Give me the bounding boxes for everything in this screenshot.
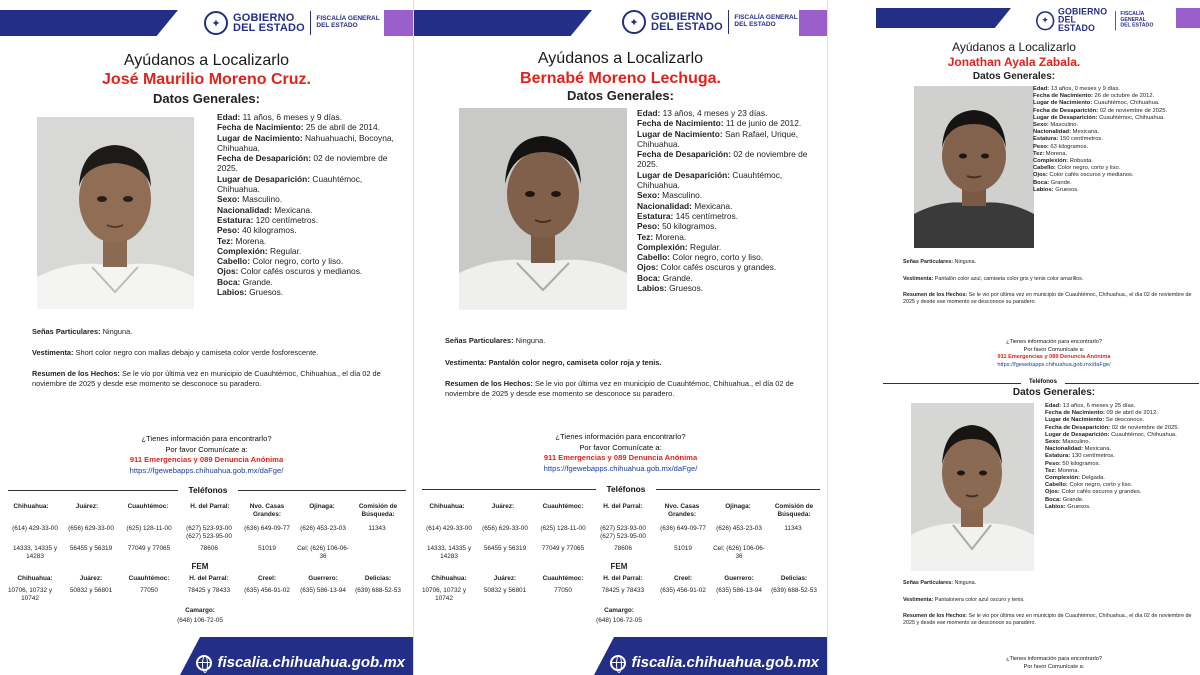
footer-bar bbox=[0, 637, 413, 675]
state-seal-icon: ✦ bbox=[1036, 11, 1054, 30]
contact-block: ¿Tienes información para encontrarlo? Por favor Comunícate a: 911 Emergencias y 089 Denuncia Anónima https://fgewebapps.chihuahua.gob.mx/daFge/ bbox=[414, 432, 827, 474]
telefonos-heading: Teléfonos bbox=[606, 484, 646, 494]
vestimenta: Vestimenta: Pantalón color azul, camiseta color gris y tenis color amarillos. bbox=[903, 276, 1084, 282]
person-photo bbox=[914, 86, 1034, 248]
resumen-hechos-2: Resumen de los Hechos: Se le vio por última vez en municipio de Cuauhtémoc, Chihuahua., el día 02 de noviembre de 2025 y desde ese momento se desconoce su paradero. bbox=[903, 613, 1192, 627]
datos-generales-heading: Datos Generales: bbox=[972, 71, 1056, 82]
emergency-numbers: 911 Emergencias y 089 Denuncia Anónima bbox=[543, 453, 698, 462]
senas-particulares: Señas Particulares: Ninguna. bbox=[903, 259, 977, 265]
contact-block-2: ¿Tienes información para encontrarlo? Por favor Comunícate a: bbox=[1006, 656, 1102, 670]
footer-bar bbox=[414, 637, 827, 675]
contact-block: ¿Tienes información para encontrarlo? Por favor Comunícate a: 911 Emergencias y 089 Denuncia Anónima https://fgewebapps.chihuahua.gob.mx/daFge/ bbox=[868, 339, 1200, 369]
gobierno-logo: ✦ GOBIERNO DEL ESTADO FISCALÍA GENERAL DEL ESTADO bbox=[1036, 8, 1167, 33]
datos-generales-heading: Datos Generales: bbox=[567, 88, 674, 103]
flyer-jose bbox=[0, 0, 413, 675]
phone-directory: Chihuahua: Juárez: Cuauhtémoc: H. del Parral: Nvo. Casas Grandes: Ojinaga: Comisión de Búsqueda: (614) 429-33-00 (656) 629-33-00 (625) 128-11-00 (627) 523-93-00 (627) 523-95-00 (636) 649-09-77 (626) 453-23-03 11343 14333, 14335 y 14283 56455 y 56319 77049 y 77065 78606 51019 Cel: (626) 106-06-36 FEM Chihuahua: Juárez: Cuauhtémoc: H. del Parral: Creel: Guerrero: Delicias: 10706, 10732 y 10742 50832 y 56801 77050 78425 y 78433 (635) 456-91-02 (635) 586-13-94 (639) 688-52-53 Camargo: (648) 106-72-05 bbox=[421, 503, 817, 624]
person-photo bbox=[459, 108, 627, 310]
person-photo-2 bbox=[911, 403, 1034, 571]
footer-url[interactable]: fiscalia.chihuahua.gob.mx bbox=[631, 654, 819, 671]
datos-list: Edad: 13 años, 0 meses y 9 días. Fecha de Nacimiento: 26 de octubre de 2012. Lugar de Nacimiento: Cuauhtémoc, Chihuahua. Fecha de Desaparición: 02 de noviembre de 2025. Lugar de Desaparición: Cuauhtémoc, Chihuahua. Sexo: Masculino. Nacionalidad: Mexicana. Estatura: 150 centímetros. Peso: 63 kilogramos. Tez: Morena. Complexión: Robusta. Cabello: Color negro, corto y liso. Ojos: Color cafés oscuros y medianos. Boca: Grande. Labios: Gruesos. bbox=[1033, 86, 1168, 193]
header-stripe-purple bbox=[384, 10, 413, 36]
header-stripe-purple bbox=[799, 10, 827, 36]
header-stripe-navy bbox=[876, 8, 1011, 28]
resumen-hechos: Resumen de los Hechos: Se le vio por última vez en municipio de Cuauhtémoc, Chihuahua., el día 02 de noviembre de 2025 y desde ese momento se desconoce su paradero. bbox=[32, 369, 381, 388]
resumen-hechos: Resumen de los Hechos: Se le vio por última vez en municipio de Cuauhtémoc, Chihuahua., el día 02 de noviembre de 2025 y desde ese momento se desconoce su paradero. bbox=[903, 292, 1192, 306]
header-stripe-navy bbox=[414, 10, 592, 36]
footer-url[interactable]: fiscalia.chihuahua.gob.mx bbox=[217, 654, 405, 671]
datos-generales-heading: Datos Generales: bbox=[153, 91, 260, 106]
flyer-title: Ayúdanos a Localizarlo bbox=[952, 40, 1076, 54]
telefonos-heading: Teléfonos bbox=[1029, 379, 1057, 385]
globe-icon bbox=[196, 655, 212, 671]
globe-icon bbox=[610, 655, 626, 671]
person-name: José Maurilio Moreno Cruz. bbox=[102, 71, 311, 88]
senas-particulares-2: Señas Particulares: Ninguna. bbox=[903, 580, 977, 586]
gobierno-logo: ✦ GOBIERNO DEL ESTADO FISCALÍA GENERAL DEL ESTADO bbox=[622, 10, 798, 34]
senas-particulares: Señas Particulares: Ninguna. bbox=[32, 327, 133, 336]
state-seal-icon: ✦ bbox=[204, 11, 228, 35]
flyer-title: Ayúdanos a Localizarlo bbox=[537, 50, 704, 67]
vestimenta: Vestimenta: Pantalón color negro, camiseta color roja y tenis. bbox=[445, 358, 662, 367]
person-name: Jonathan Ayala Zabala. bbox=[947, 55, 1081, 69]
person-photo bbox=[37, 117, 194, 309]
senas-particulares: Señas Particulares: Ninguna. bbox=[445, 336, 546, 345]
datos-list-2: Edad: 13 años, 6 meses y 25 días. Fecha de Nacimiento: 09 de abril de 2012. Lugar de Nacimiento: Se desconoce. Fecha de Desaparición: 02 de noviembre de 2025. Lugar de Desaparición: Cuauhtémoc, Chihuahua. Sexo: Masculino. Nacionalidad: Mexicana. Estatura: 130 centímetros. Peso: 50 kilogramos. Tez: Morena. Complexión: Delgada. Cabello: Color negro, corto y liso. Ojos: Color cafés oscuros y grandes. Boca: Grande. Labios: Gruesos. bbox=[1045, 403, 1180, 510]
flyer-title: Ayúdanos a Localizarlo bbox=[123, 52, 290, 69]
header-stripe-purple bbox=[1176, 8, 1200, 28]
report-url[interactable]: https://fgewebapps.chihuahua.gob.mx/daFge/ bbox=[997, 361, 1111, 368]
datos-list: Edad: 11 años, 6 meses y 9 días. Fecha de Nacimiento: 25 de abril de 2014. Lugar de Nacimiento: Nahuahuachi, Bocoyna, Chihuahua. Fecha de Desaparición: 02 de noviembre de 2025. Lugar de Desaparición: Cuauhtémoc, Chihuahua. Sexo: Masculino. Nacionalidad: Mexicana. Estatura: 120 centímetros. Peso: 40 kilogramos. Tez: Morena. Complexión: Regular. Cabello: Color negro, corto y liso. Ojos: Color cafés oscuros y medianos. Boca: Grande. Labios: Gruesos. bbox=[217, 112, 394, 298]
contact-block: ¿Tienes información para encontrarlo? Por favor Comunícate a: 911 Emergencias y 089 Denuncia Anónima https://fgewebapps.chihuahua.gob.mx/daFge/ bbox=[0, 434, 413, 476]
flyer-jonathan-composite bbox=[827, 0, 1200, 675]
telefonos-heading: Teléfonos bbox=[188, 485, 228, 495]
emergency-numbers: 911 Emergencias y 089 Denuncia Anónima bbox=[129, 455, 284, 464]
header-stripe-navy bbox=[0, 10, 178, 36]
emergency-numbers: 911 Emergencias y 089 Denuncia Anónima bbox=[997, 354, 1111, 361]
state-seal-icon: ✦ bbox=[622, 10, 646, 34]
vestimenta-2: Vestimenta: Pantalonera color azul oscuro y tenis. bbox=[903, 597, 1025, 603]
gobierno-logo: ✦ GOBIERNO DEL ESTADO FISCALÍA GENERAL DEL ESTADO bbox=[204, 11, 380, 35]
resumen-hechos: Resumen de los Hechos: Se le vio por última vez en municipio de Cuauhtémoc, Chihuahua., el día 02 de noviembre de 2025 y desde ese momento se desconoce su paradero. bbox=[445, 379, 794, 398]
vestimenta: Vestimenta: Short color negro con mallas debajo y camiseta color verde fosforescente. bbox=[32, 348, 319, 357]
flyer-bernabe bbox=[413, 0, 827, 675]
datos-list: Edad: 13 años, 4 meses y 23 días. Fecha de Nacimiento: 11 de junio de 2012. Lugar de Nacimiento: San Rafael, Urique, Chihuahua. Fecha de Desaparición: 02 de noviembre de 2025. Lugar de Desaparición: Cuauhtémoc, Chihuahua. Sexo: Masculino. Nacionalidad: Mexicana. Estatura: 145 centímetros. Peso: 50 kilogramos. Tez: Morena. Complexión: Regular. Cabello: Color negro, corto y liso. Ojos: Color cafés oscuros y grandes. Boca: Grande. Labios: Gruesos. bbox=[637, 108, 808, 294]
phone-directory: Chihuahua: Juárez: Cuauhtémoc: H. del Parral: Nvo. Casas Grandes: Ojinaga: Comisión de Búsqueda: (614) 429-33-00 (656) 629-33-00 (625) 128-11-00 (627) 523-93-00 (627) 523-95-00 (636) 649-09-77 (626) 453-23-03 11343 14333, 14335 y 14283 56455 y 56319 77049 y 77065 78606 51019 Cel: (626) 106-06-36 FEM Chihuahua: Juárez: Cuauhtémoc: H. del Parral: Creel: Guerrero: Delicias: 10706, 10732 y 10742 50832 y 56801 77050 78425 y 78433 (635) 456-91-02 (635) 586-13-94 (639) 688-52-53 Camargo: (648) 106-72-05 bbox=[7, 503, 401, 624]
person-name: Bernabé Moreno Lechuga. bbox=[520, 70, 721, 87]
report-url[interactable]: https://fgewebapps.chihuahua.gob.mx/daFge/ bbox=[543, 463, 698, 473]
report-url[interactable]: https://fgewebapps.chihuahua.gob.mx/daFge/ bbox=[129, 465, 284, 475]
datos-generales-heading-2: Datos Generales: bbox=[1012, 387, 1096, 398]
